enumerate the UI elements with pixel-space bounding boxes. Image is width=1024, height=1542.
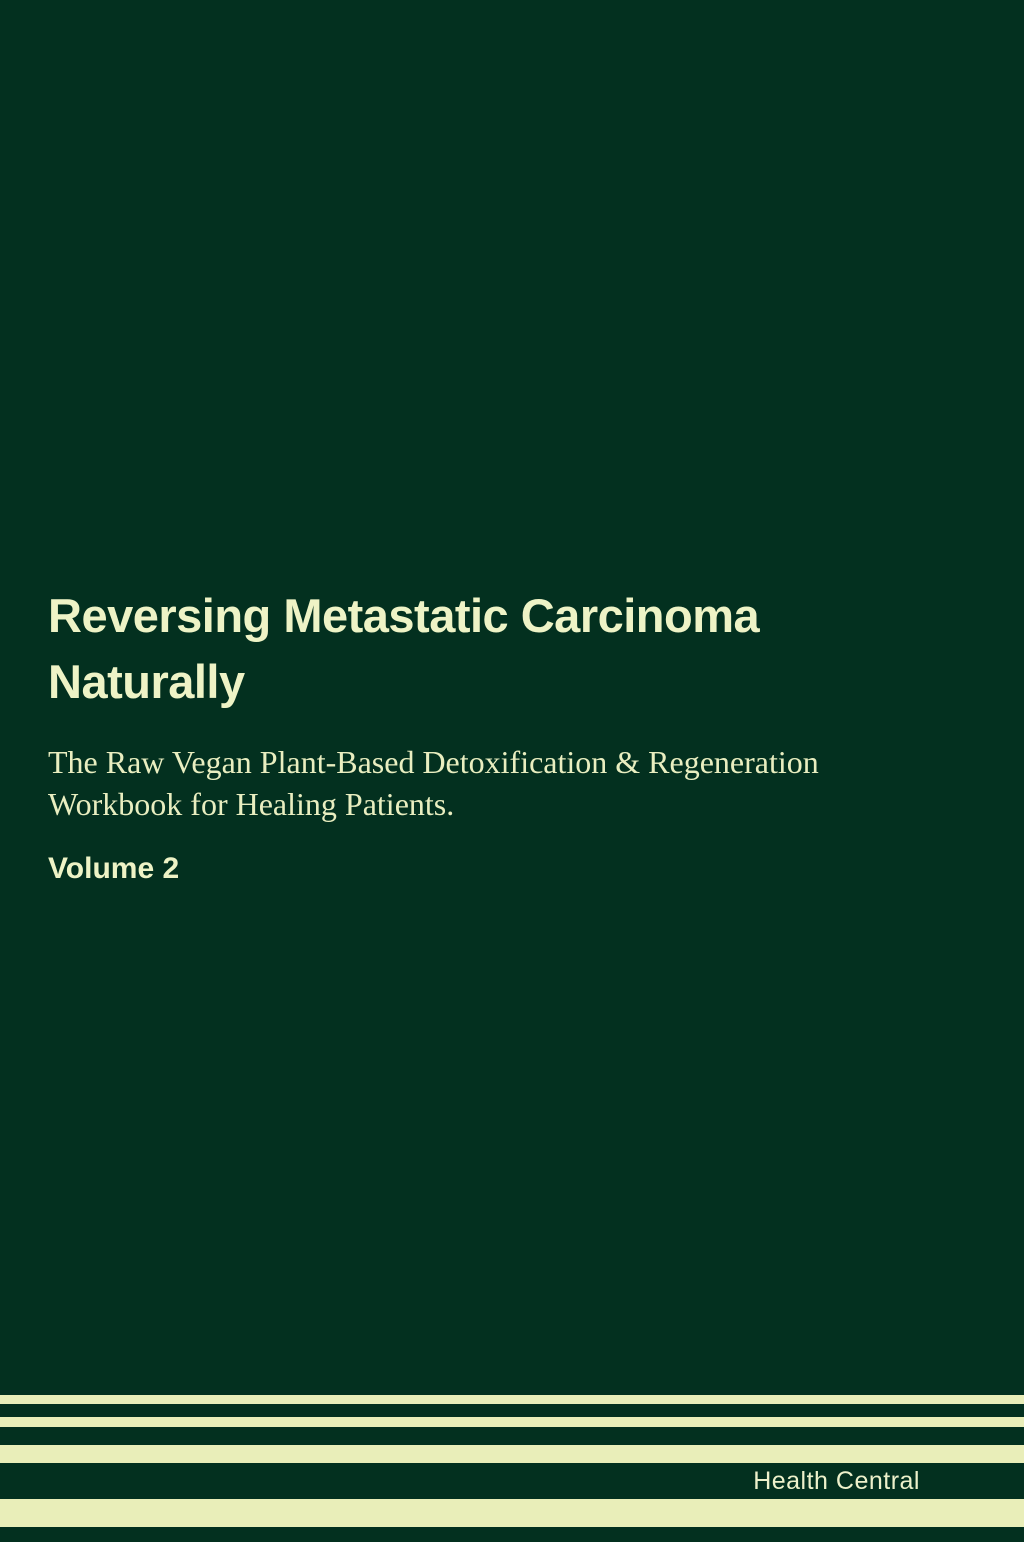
book-title-line2: Naturally (48, 655, 245, 708)
book-subtitle (48, 741, 984, 825)
volume-label: Volume 2 (48, 852, 180, 885)
book-subtitle-line1: The Raw Vegan Plant-Based Detoxification & Regeneration (48, 744, 819, 780)
footer-stripe-4 (0, 1499, 1024, 1527)
footer-stripe-1 (0, 1395, 1024, 1404)
footer-stripe-2 (0, 1417, 1024, 1427)
footer-stripe-3 (0, 1445, 1024, 1463)
publisher-band (0, 1463, 1024, 1499)
publisher-name: Health Central (753, 1466, 920, 1495)
book-subtitle-line2: Workbook for Healing Patients. (48, 786, 455, 822)
book-title-line1: Reversing Metastatic Carcinoma (48, 589, 760, 642)
book-title (48, 583, 984, 715)
